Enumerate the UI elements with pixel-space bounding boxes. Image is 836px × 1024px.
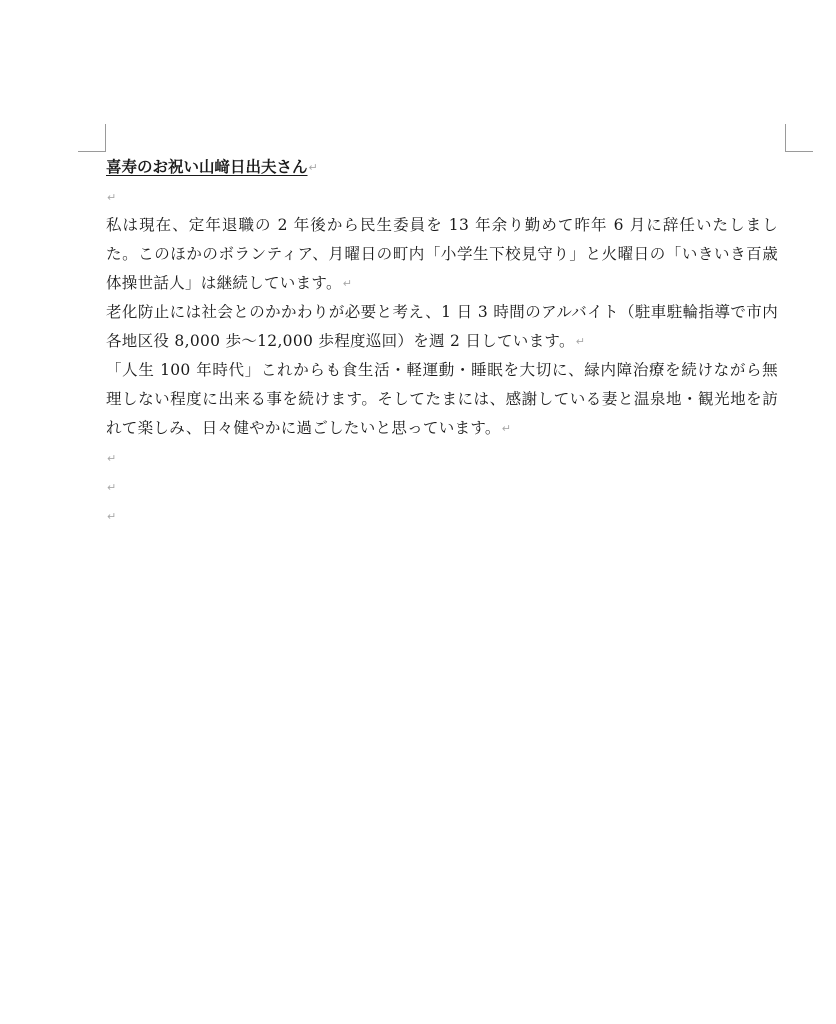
paragraph-mark-icon: ↵ <box>107 452 117 465</box>
margin-corner-top-left <box>78 124 106 152</box>
empty-paragraph[interactable] <box>106 443 778 472</box>
paragraph-mark-icon: ↵ <box>501 422 512 435</box>
paragraph-mark-icon: ↵ <box>308 161 318 174</box>
body-paragraph[interactable] <box>106 356 778 443</box>
paragraph-mark-icon: ↵ <box>107 510 117 523</box>
empty-paragraph[interactable] <box>106 182 778 211</box>
body-paragraph-text: 私は現在、定年退職の 2 年後から民生委員を 13 年余り勤めて昨年 6 月に辞任いたしました。このほかのボランティア、月曜日の町内「小学生下校見守り」と火曜日の「いきいき百歳体操世話人」は継続しています。 <box>106 216 778 292</box>
empty-paragraph[interactable] <box>106 472 778 501</box>
document-title-text: 喜寿のお祝い山﨑日出夫さん <box>106 157 308 176</box>
paragraph-mark-icon: ↵ <box>107 191 117 204</box>
document-title[interactable] <box>106 152 778 182</box>
margin-corner-top-right <box>785 124 813 152</box>
paragraph-mark-icon: ↵ <box>575 335 586 348</box>
empty-paragraph[interactable] <box>106 501 778 530</box>
body-paragraph[interactable] <box>106 298 778 356</box>
body-paragraph[interactable] <box>106 211 778 298</box>
body-paragraph-text: 「人生 100 年時代」これからも食生活・軽運動・睡眠を大切に、緑内障治療を続けながら無理しない程度に出来る事を続けます。そしてたまには、感謝している妻と温泉地・観光地を訪れて楽しみ、日々健やかに過ごしたいと思っています。 <box>106 361 778 437</box>
body-paragraph-text: 老化防止には社会とのかかわりが必要と考え、1 日 3 時間のアルバイト（駐車駐輪指導で市内各地区役 8,000 歩～12,000 歩程度巡回）を週 2 日しています。 <box>106 303 778 350</box>
paragraph-mark-icon: ↵ <box>107 481 117 494</box>
paragraph-mark-icon: ↵ <box>342 277 353 290</box>
document-body[interactable] <box>106 152 778 530</box>
